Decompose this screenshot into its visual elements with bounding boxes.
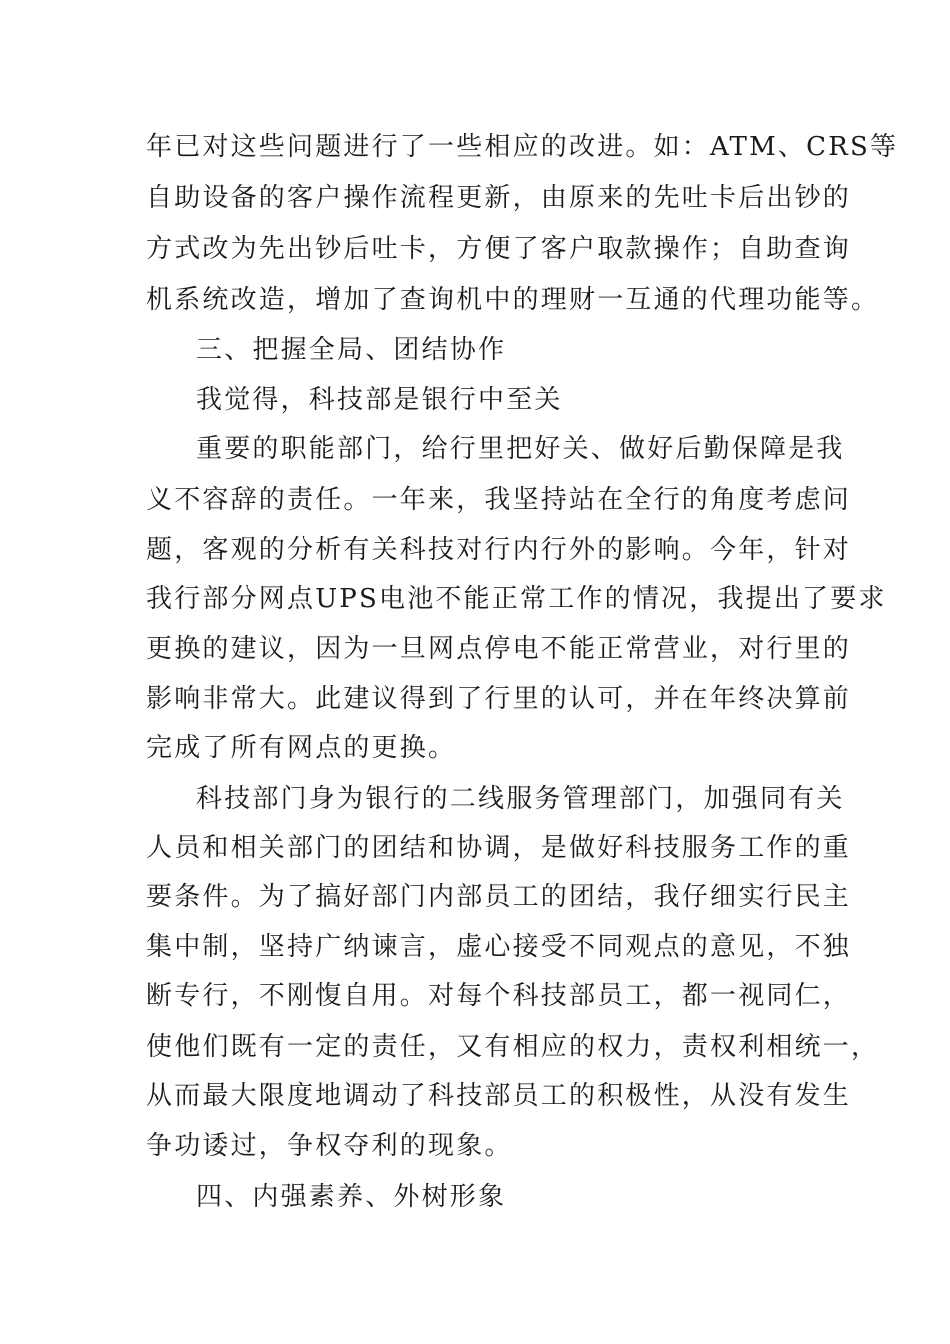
text-line: 方式改为先出钞后吐卡，方便了客户取款操作；自助查询 bbox=[146, 234, 852, 264]
text-line: 使他们既有一定的责任，又有相应的权力，责权利相统一， bbox=[146, 1032, 880, 1062]
text-line: 机系统改造，增加了查询机中的理财一互通的代理功能等。 bbox=[146, 285, 880, 315]
text-line: 年已对这些问题进行了一些相应的改进。如：ATM、CRS等 bbox=[146, 132, 899, 162]
text-line: 完成了所有网点的更换。 bbox=[146, 733, 457, 763]
text-line: 断专行，不刚愎自用。对每个科技部员工，都一视同仁， bbox=[146, 981, 852, 1011]
text-line: 从而最大限度地调动了科技部员工的积极性，从没有发生 bbox=[146, 1081, 852, 1111]
section-heading: 四、内强素养、外树形象 bbox=[196, 1182, 507, 1212]
text-line: 我行部分网点UPS电池不能正常工作的情况，我提出了要求 bbox=[146, 584, 887, 614]
text-line: 科技部门身为银行的二线服务管理部门，加强同有关 bbox=[196, 784, 845, 814]
text-line: 重要的职能部门，给行里把好关、做好后勤保障是我 bbox=[196, 434, 845, 464]
text-line: 集中制，坚持广纳谏言，虚心接受不同观点的意见，不独 bbox=[146, 932, 852, 962]
text-line: 义不容辞的责任。一年来，我坚持站在全行的角度考虑问 bbox=[146, 485, 852, 515]
text-line: 影响非常大。此建议得到了行里的认可，并在年终决算前 bbox=[146, 684, 852, 714]
text-line: 人员和相关部门的团结和协调，是做好科技服务工作的重 bbox=[146, 833, 852, 863]
text-line: 题，客观的分析有关科技对行内行外的影响。今年，针对 bbox=[146, 535, 852, 565]
text-line: 自助设备的客户操作流程更新，由原来的先吐卡后出钞的 bbox=[146, 183, 852, 213]
text-line: 争功诿过，争权夺利的现象。 bbox=[146, 1131, 513, 1161]
text-line: 更换的建议，因为一旦网点停电不能正常营业，对行里的 bbox=[146, 634, 852, 664]
section-heading: 三、把握全局、团结协作 bbox=[196, 335, 507, 365]
text-line: 要条件。为了搞好部门内部员工的团结，我仔细实行民主 bbox=[146, 882, 852, 912]
text-line: 我觉得，科技部是银行中至关 bbox=[196, 385, 563, 415]
